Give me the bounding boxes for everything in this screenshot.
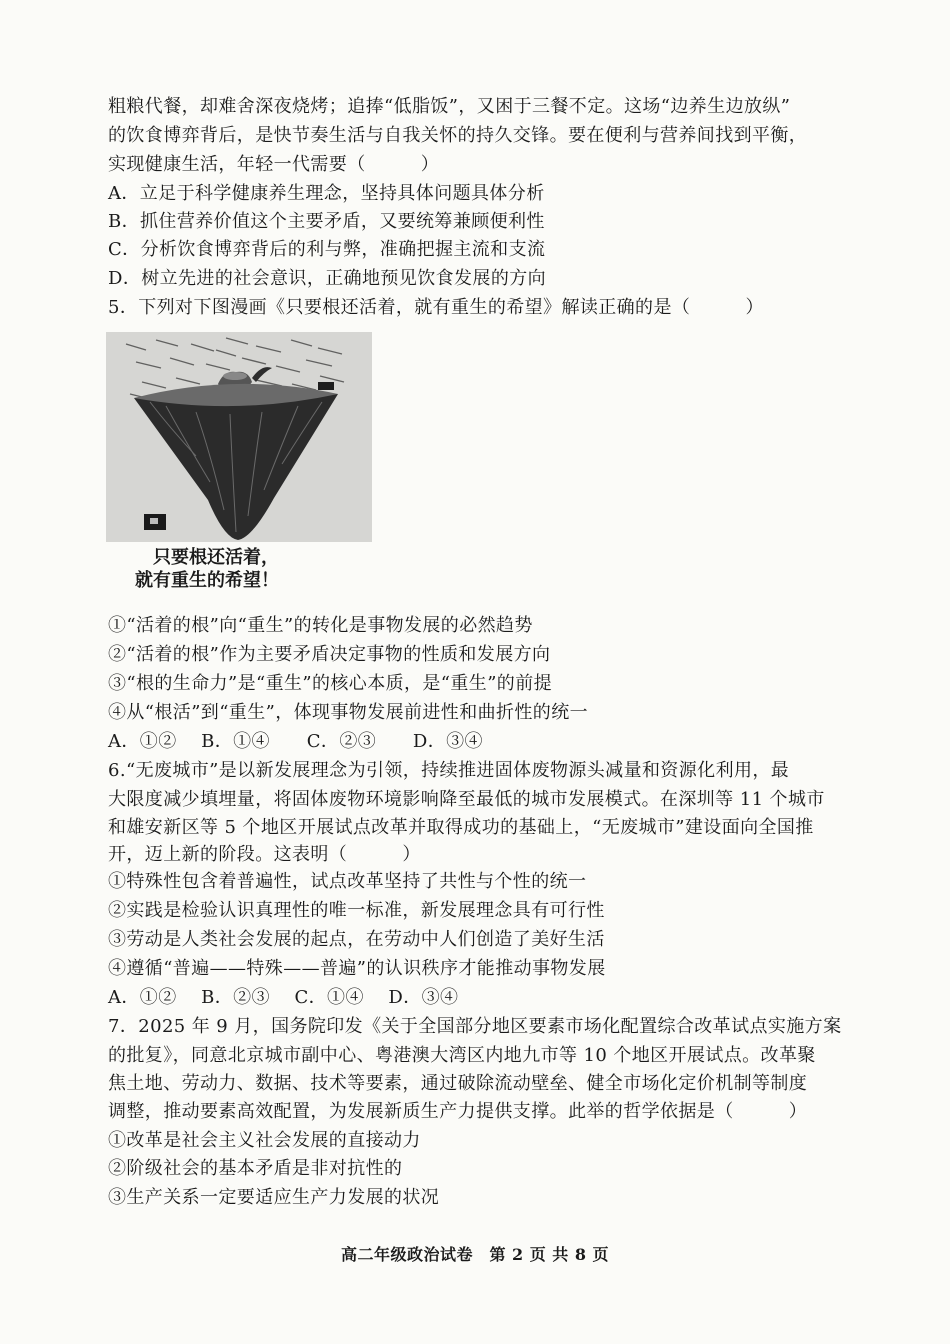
question-7-stem: 7．2025 年 9 月，国务院印发《关于全国部分地区要素市场化配置综合改革试点实施方案 <box>108 1016 842 1037</box>
statement-1: ①“活着的根”向“重生”的转化是事物发展的必然趋势 <box>108 615 533 636</box>
text-line: 的批复》，同意北京城市副中心、粤港澳大湾区内地九市等 10 个地区开展试点。改革聚 <box>108 1045 816 1066</box>
text-line: 焦土地、劳动力、数据、技术等要素，通过破除流动壁垒、健全市场化定价机制等制度 <box>108 1073 808 1094</box>
statement-3: ③“根的生命力”是“重生”的核心本质，是“重生”的前提 <box>108 673 553 694</box>
statement-2: ②“活着的根”作为主要矛盾决定事物的性质和发展方向 <box>108 644 551 665</box>
text-line: 和雄安新区等 5 个地区开展试点改革并取得成功的基础上，“无废城市”建设面向全国推 <box>108 817 814 838</box>
text-line: 大限度减少填埋量，将固体废物环境影响降至最低的城市发展模式。在深圳等 11 个城市 <box>108 789 825 810</box>
statement-1: ①特殊性包含着普遍性，试点改革坚持了共性与个性的统一 <box>108 871 587 892</box>
text-line: 实现健康生活，年轻一代需要（ ） <box>108 154 440 175</box>
answer-options: A．①② B．①④ C．②③ D．③④ <box>108 731 483 752</box>
cartoon-caption-line1: 只要根还活着， <box>153 547 279 568</box>
option-a: A．立足于科学健康养生理念，坚持具体问题具体分析 <box>108 183 545 204</box>
text-line: 调整，推动要素高效配置，为发展新质生产力提供支撑。此举的哲学依据是（ ） <box>108 1101 808 1122</box>
option-b: B．抓住营养价值这个主要矛盾，又要统筹兼顾便利性 <box>108 211 545 232</box>
statement-2: ②阶级社会的基本矛盾是非对抗性的 <box>108 1158 403 1179</box>
option-d: D．树立先进的社会意识，正确地预见饮食发展的方向 <box>108 268 547 289</box>
question-6-stem: 6.“无废城市”是以新发展理念为引领，持续推进固体废物源头减量和资源化利用，最 <box>108 760 790 781</box>
statement-4: ④从“根活”到“重生”，体现事物发展前进性和曲折性的统一 <box>108 702 589 723</box>
answer-options: A．①② B．②③ C．①④ D．③④ <box>108 987 459 1008</box>
text-line: 开，迈上新的阶段。这表明（ ） <box>108 844 421 865</box>
statement-4: ④遵循“普遍——特殊——普遍”的认识秩序才能推动事物发展 <box>108 958 606 979</box>
statement-2: ②实践是检验认识真理性的唯一标准，新发展理念具有可行性 <box>108 900 605 921</box>
statement-1: ①改革是社会主义社会发展的直接动力 <box>108 1130 421 1151</box>
option-c: C．分析饮食博弈背后的利与弊，准确把握主流和支流 <box>108 239 546 260</box>
cartoon-image <box>106 332 372 542</box>
cartoon-caption-line2: 就有重生的希望！ <box>135 570 279 591</box>
page-footer: 高二年级政治试卷 第 2 页 共 8 页 <box>340 1245 610 1264</box>
statement-3: ③劳动是人类社会发展的起点，在劳动中人们创造了美好生活 <box>108 929 605 950</box>
question-5-stem: 5．下列对下图漫画《只要根还活着，就有重生的希望》解读正确的是（ ） <box>108 297 764 318</box>
text-line: 的饮食博弈背后，是快节奏生活与自我关怀的持久交锋。要在便利与营养间找到平衡， <box>108 125 808 146</box>
statement-3: ③生产关系一定要适应生产力发展的状况 <box>108 1187 440 1208</box>
cartoon-drawing <box>106 332 372 542</box>
text-line: 粗粮代餐，却难舍深夜烧烤；追捧“低脂饭”，又困于三餐不定。这场“边养生边放纵” <box>108 96 791 117</box>
